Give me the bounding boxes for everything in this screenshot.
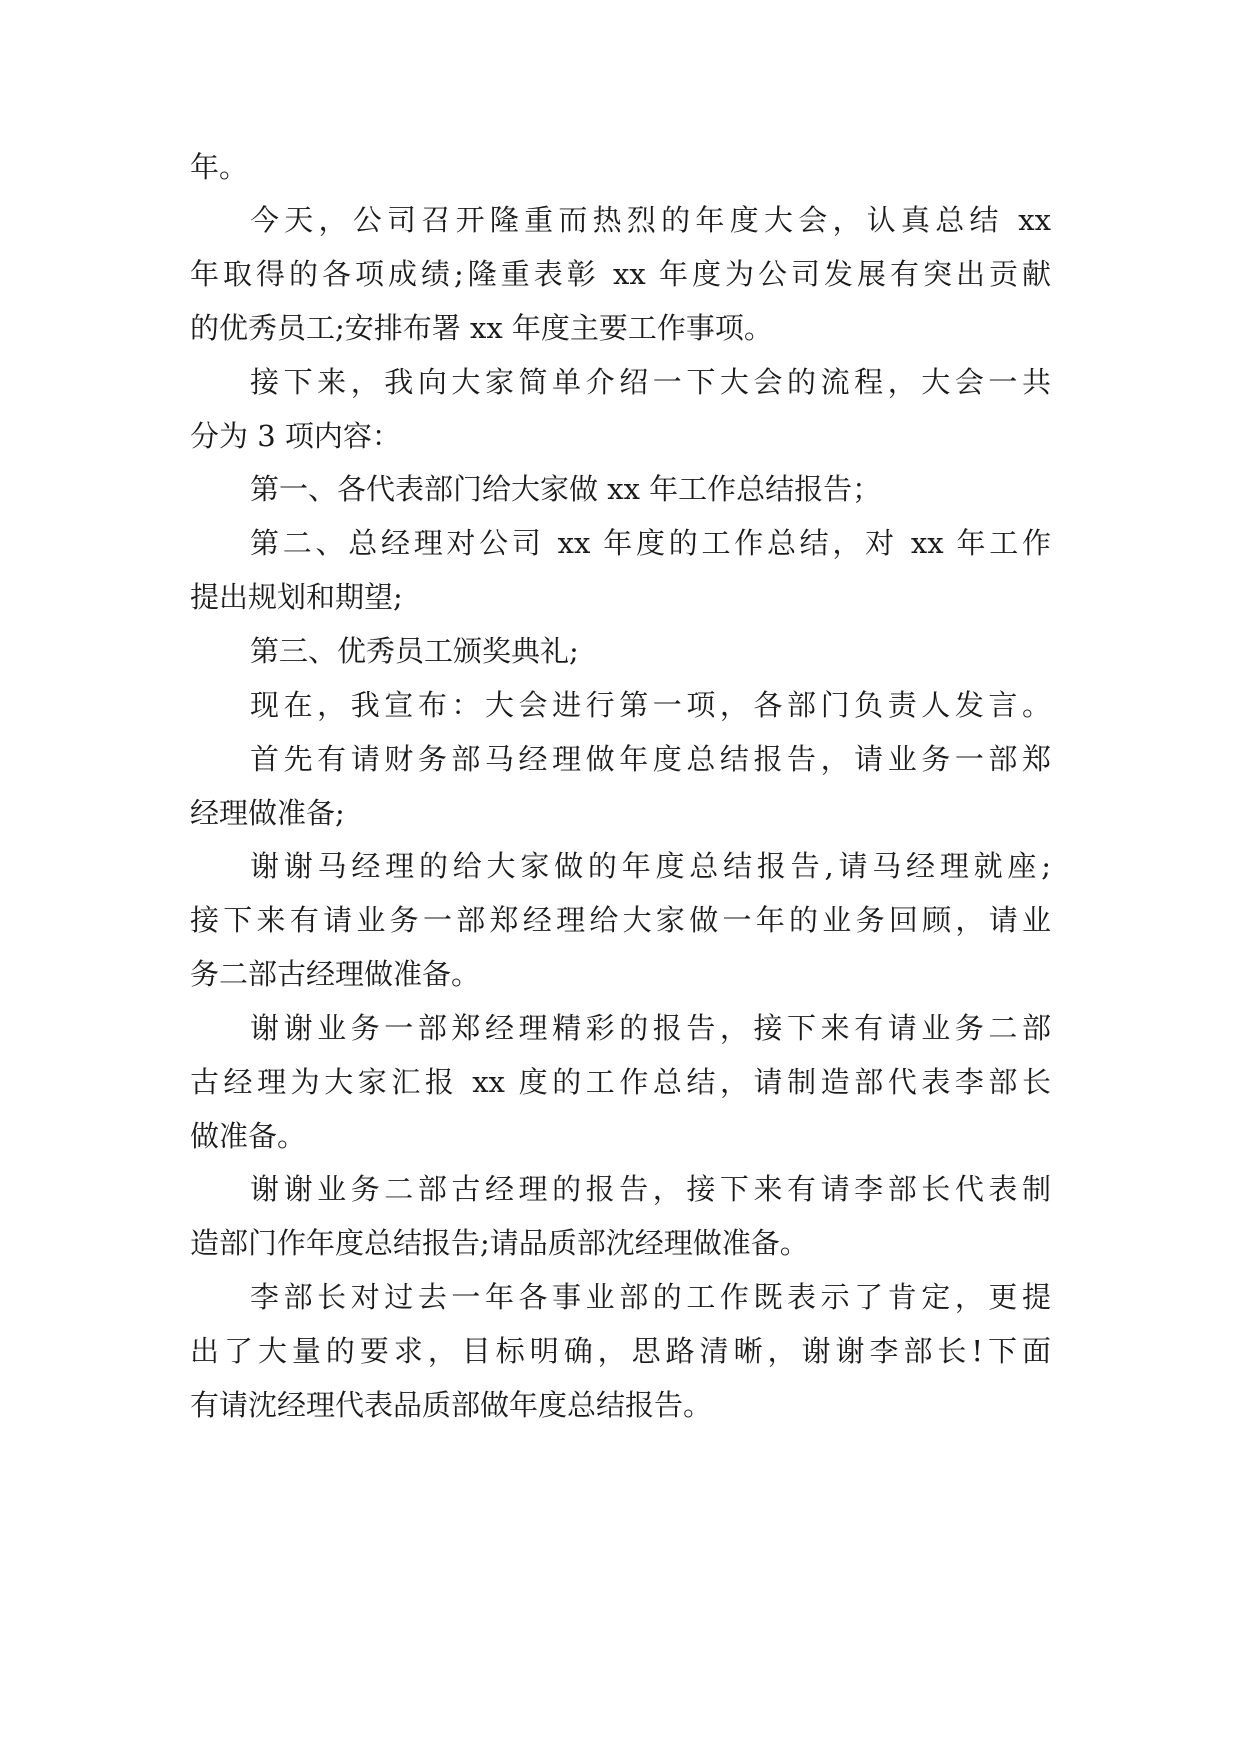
text-line: 接下来，我向大家简单介绍一下大会的流程，大会一共 — [250, 365, 1051, 399]
text-line: 务二部古经理做准备。 — [190, 957, 481, 991]
text-line: 谢谢业务一部郑经理精彩的报告，接下来有请业务二部 — [250, 1011, 1051, 1045]
text-line: 现在，我宣布：大会进行第一项，各部门负责人发言。 — [250, 688, 1051, 722]
text-line: 做准备。 — [190, 1119, 307, 1153]
text-line: 有请沈经理代表品质部做年度总结报告。 — [190, 1388, 713, 1422]
text-line: 今天，公司召开隆重而热烈的年度大会，认真总结 xx — [250, 203, 1051, 237]
text-line: 李部长对过去一年各事业部的工作既表示了肯定，更提 — [250, 1280, 1051, 1314]
text-line: 提出规划和期望; — [190, 580, 403, 614]
text-line: 年。 — [190, 150, 249, 184]
text-line: 谢谢马经理的给大家做的年度总结报告,请马经理就座; — [250, 849, 1051, 883]
text-line: 第二、总经理对公司 xx 年度的工作总结，对 xx 年工作 — [250, 526, 1051, 560]
text-line: 古经理为大家汇报 xx 度的工作总结，请制造部代表李部长 — [190, 1065, 1051, 1099]
text-line: 经理做准备; — [190, 796, 345, 830]
text-line: 的优秀员工;安排布署 xx 年度主要工作事项。 — [190, 311, 773, 345]
text-line: 接下来有请业务一部郑经理给大家做一年的业务回顾，请业 — [190, 903, 1051, 937]
text-line: 出了大量的要求，目标明确，思路清晰，谢谢李部长!下面 — [190, 1334, 1051, 1368]
text-line: 分为 3 项内容： — [190, 419, 401, 453]
text-line: 第三、优秀员工颁奖典礼; — [250, 634, 579, 668]
text-line: 第一、各代表部门给大家做 xx 年工作总结报告； — [250, 472, 882, 506]
text-line: 造部门作年度总结报告;请品质部沈经理做准备。 — [190, 1226, 809, 1260]
text-line: 谢谢业务二部古经理的报告，接下来有请李部长代表制 — [250, 1172, 1051, 1206]
text-line: 年取得的各项成绩;隆重表彰 xx 年度为公司发展有突出贡献 — [190, 257, 1051, 291]
text-line: 首先有请财务部马经理做年度总结报告，请业务一部郑 — [250, 742, 1051, 776]
